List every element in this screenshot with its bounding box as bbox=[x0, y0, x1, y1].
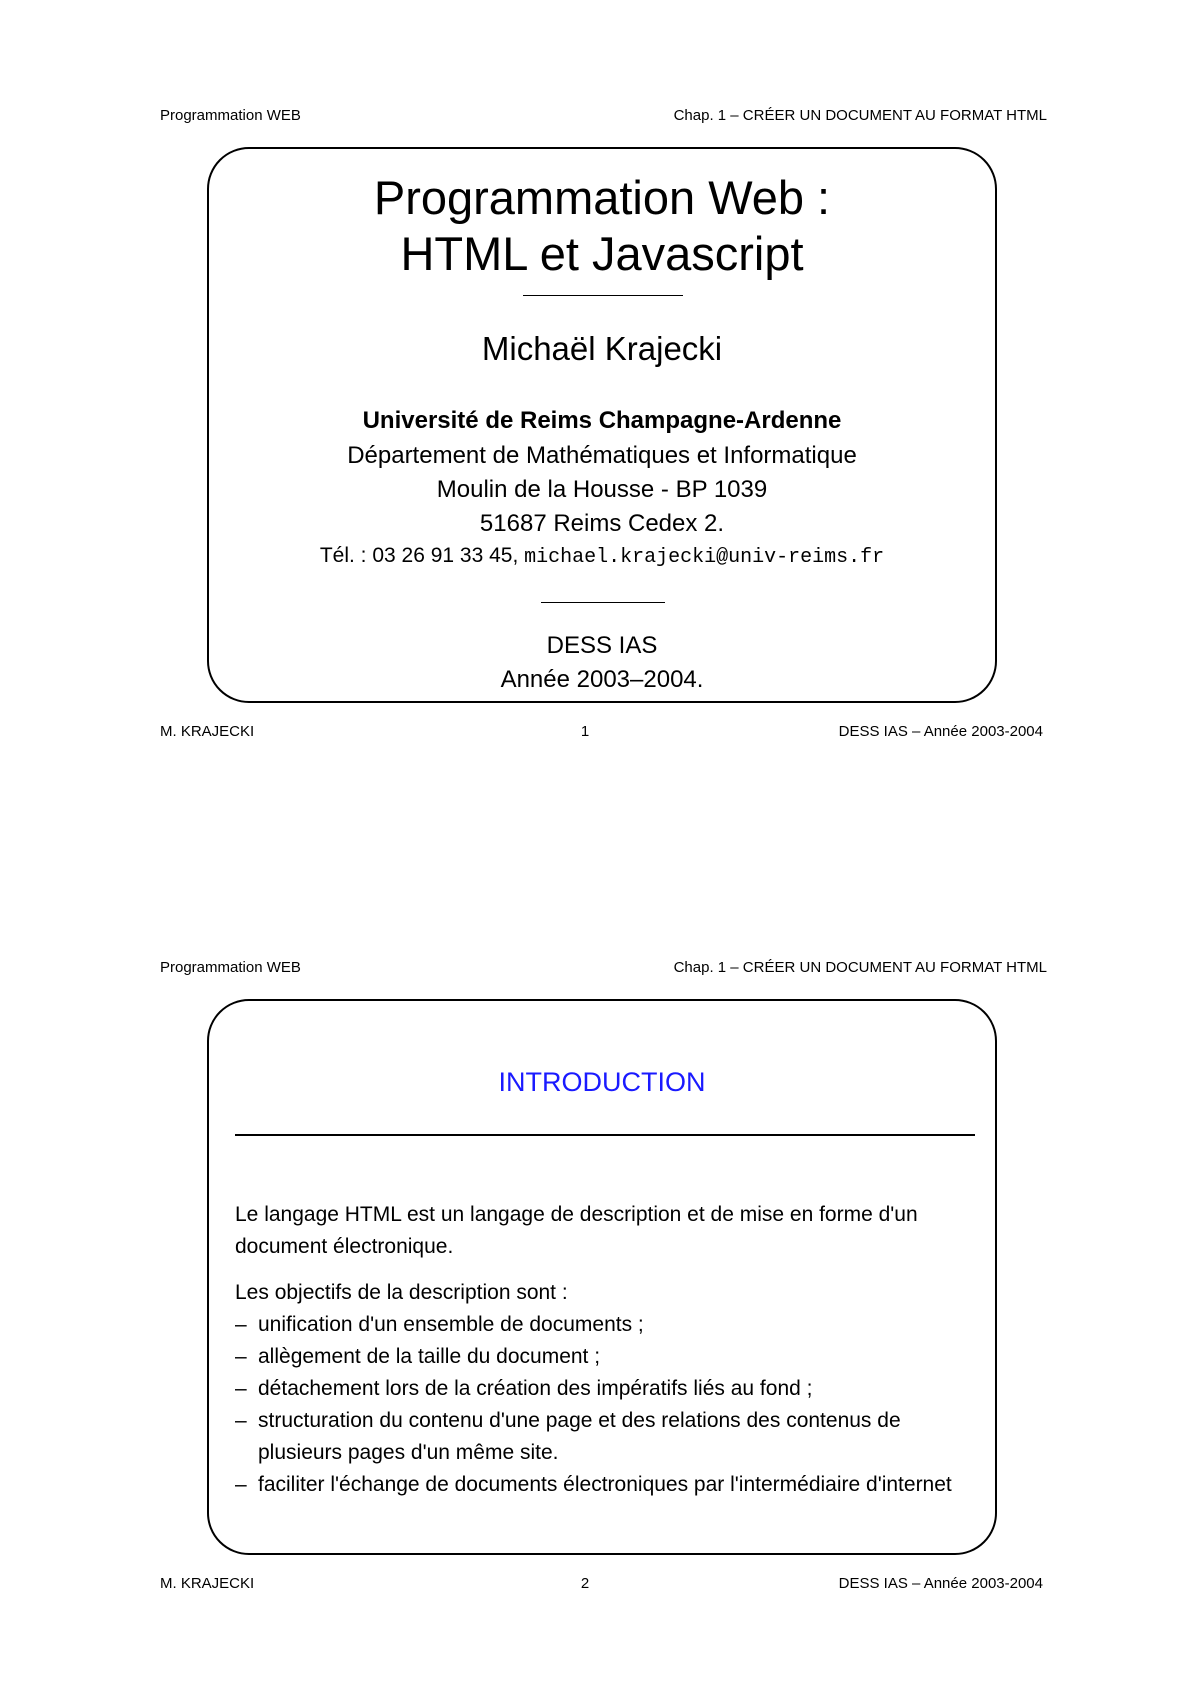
academic-year: Année 2003–2004. bbox=[500, 666, 704, 693]
address-line-2: 51687 Reims Cedex 2. bbox=[479, 510, 725, 537]
phone-number: Tél. : 03 26 91 33 45, bbox=[319, 544, 525, 567]
bullet-dash: – bbox=[235, 1473, 247, 1496]
bullet-dash: – bbox=[235, 1409, 247, 1432]
slide-title bbox=[207, 170, 997, 282]
bullet-dash: – bbox=[235, 1377, 247, 1400]
contact-line bbox=[207, 544, 997, 569]
university-name: Université de Reims Champagne-Ardenne bbox=[362, 407, 842, 434]
list-item-text: structuration du contenu d'une page et des relations des contenus de plusieurs pages d'un même site. bbox=[258, 1409, 901, 1464]
running-header-chapter: Chap. 1 – CRÉER UN DOCUMENT AU FORMAT HTML bbox=[673, 959, 1047, 976]
footer-course: DESS IAS – Année 2003-2004 bbox=[838, 723, 1043, 740]
footer-page-number: 2 bbox=[580, 1575, 590, 1592]
list-item-text: allègement de la taille du document ; bbox=[258, 1345, 601, 1368]
intro-paragraph: Le langage HTML est un langage de description et de mise en forme d'un document électronique. bbox=[235, 1203, 918, 1258]
section-divider bbox=[235, 1134, 975, 1136]
running-header-title: Programmation WEB bbox=[160, 107, 301, 124]
running-header-title: Programmation WEB bbox=[160, 959, 301, 976]
section-title: INTRODUCTION bbox=[498, 1067, 706, 1097]
objectives-heading: Les objectifs de la description sont : bbox=[235, 1281, 568, 1304]
list-item bbox=[235, 1341, 975, 1373]
program-name: DESS IAS bbox=[546, 632, 658, 659]
contact-divider bbox=[541, 602, 665, 603]
list-item-text: unification d'un ensemble de documents ; bbox=[258, 1313, 644, 1336]
title-line-1: Programmation Web : bbox=[373, 171, 831, 224]
list-item-text: faciliter l'échange de documents électroniques par l'intermédiaire d'internet bbox=[258, 1473, 952, 1496]
bullet-dash: – bbox=[235, 1345, 247, 1368]
list-item-text: détachement lors de la création des impératifs liés au fond ; bbox=[258, 1377, 813, 1400]
running-header-chapter: Chap. 1 – CRÉER UN DOCUMENT AU FORMAT HTML bbox=[673, 107, 1047, 124]
list-item bbox=[235, 1405, 975, 1469]
list-item bbox=[235, 1309, 975, 1341]
objectives-list bbox=[235, 1309, 975, 1501]
address-line-1: Moulin de la Housse - BP 1039 bbox=[436, 476, 768, 503]
email-address: michael.krajecki@univ-reims.fr bbox=[524, 546, 885, 569]
footer-course: DESS IAS – Année 2003-2004 bbox=[838, 1575, 1043, 1592]
title-line-2: HTML et Javascript bbox=[400, 227, 804, 280]
footer-author: M. KRAJECKI bbox=[160, 1575, 255, 1592]
footer-author: M. KRAJECKI bbox=[160, 723, 255, 740]
list-item bbox=[235, 1373, 975, 1405]
department-name: Département de Mathématiques et Informatique bbox=[347, 442, 857, 469]
bullet-dash: – bbox=[235, 1313, 247, 1336]
author-name: Michaël Krajecki bbox=[481, 330, 723, 367]
title-divider bbox=[523, 295, 683, 296]
list-item bbox=[235, 1469, 975, 1501]
footer-page-number: 1 bbox=[580, 723, 590, 740]
